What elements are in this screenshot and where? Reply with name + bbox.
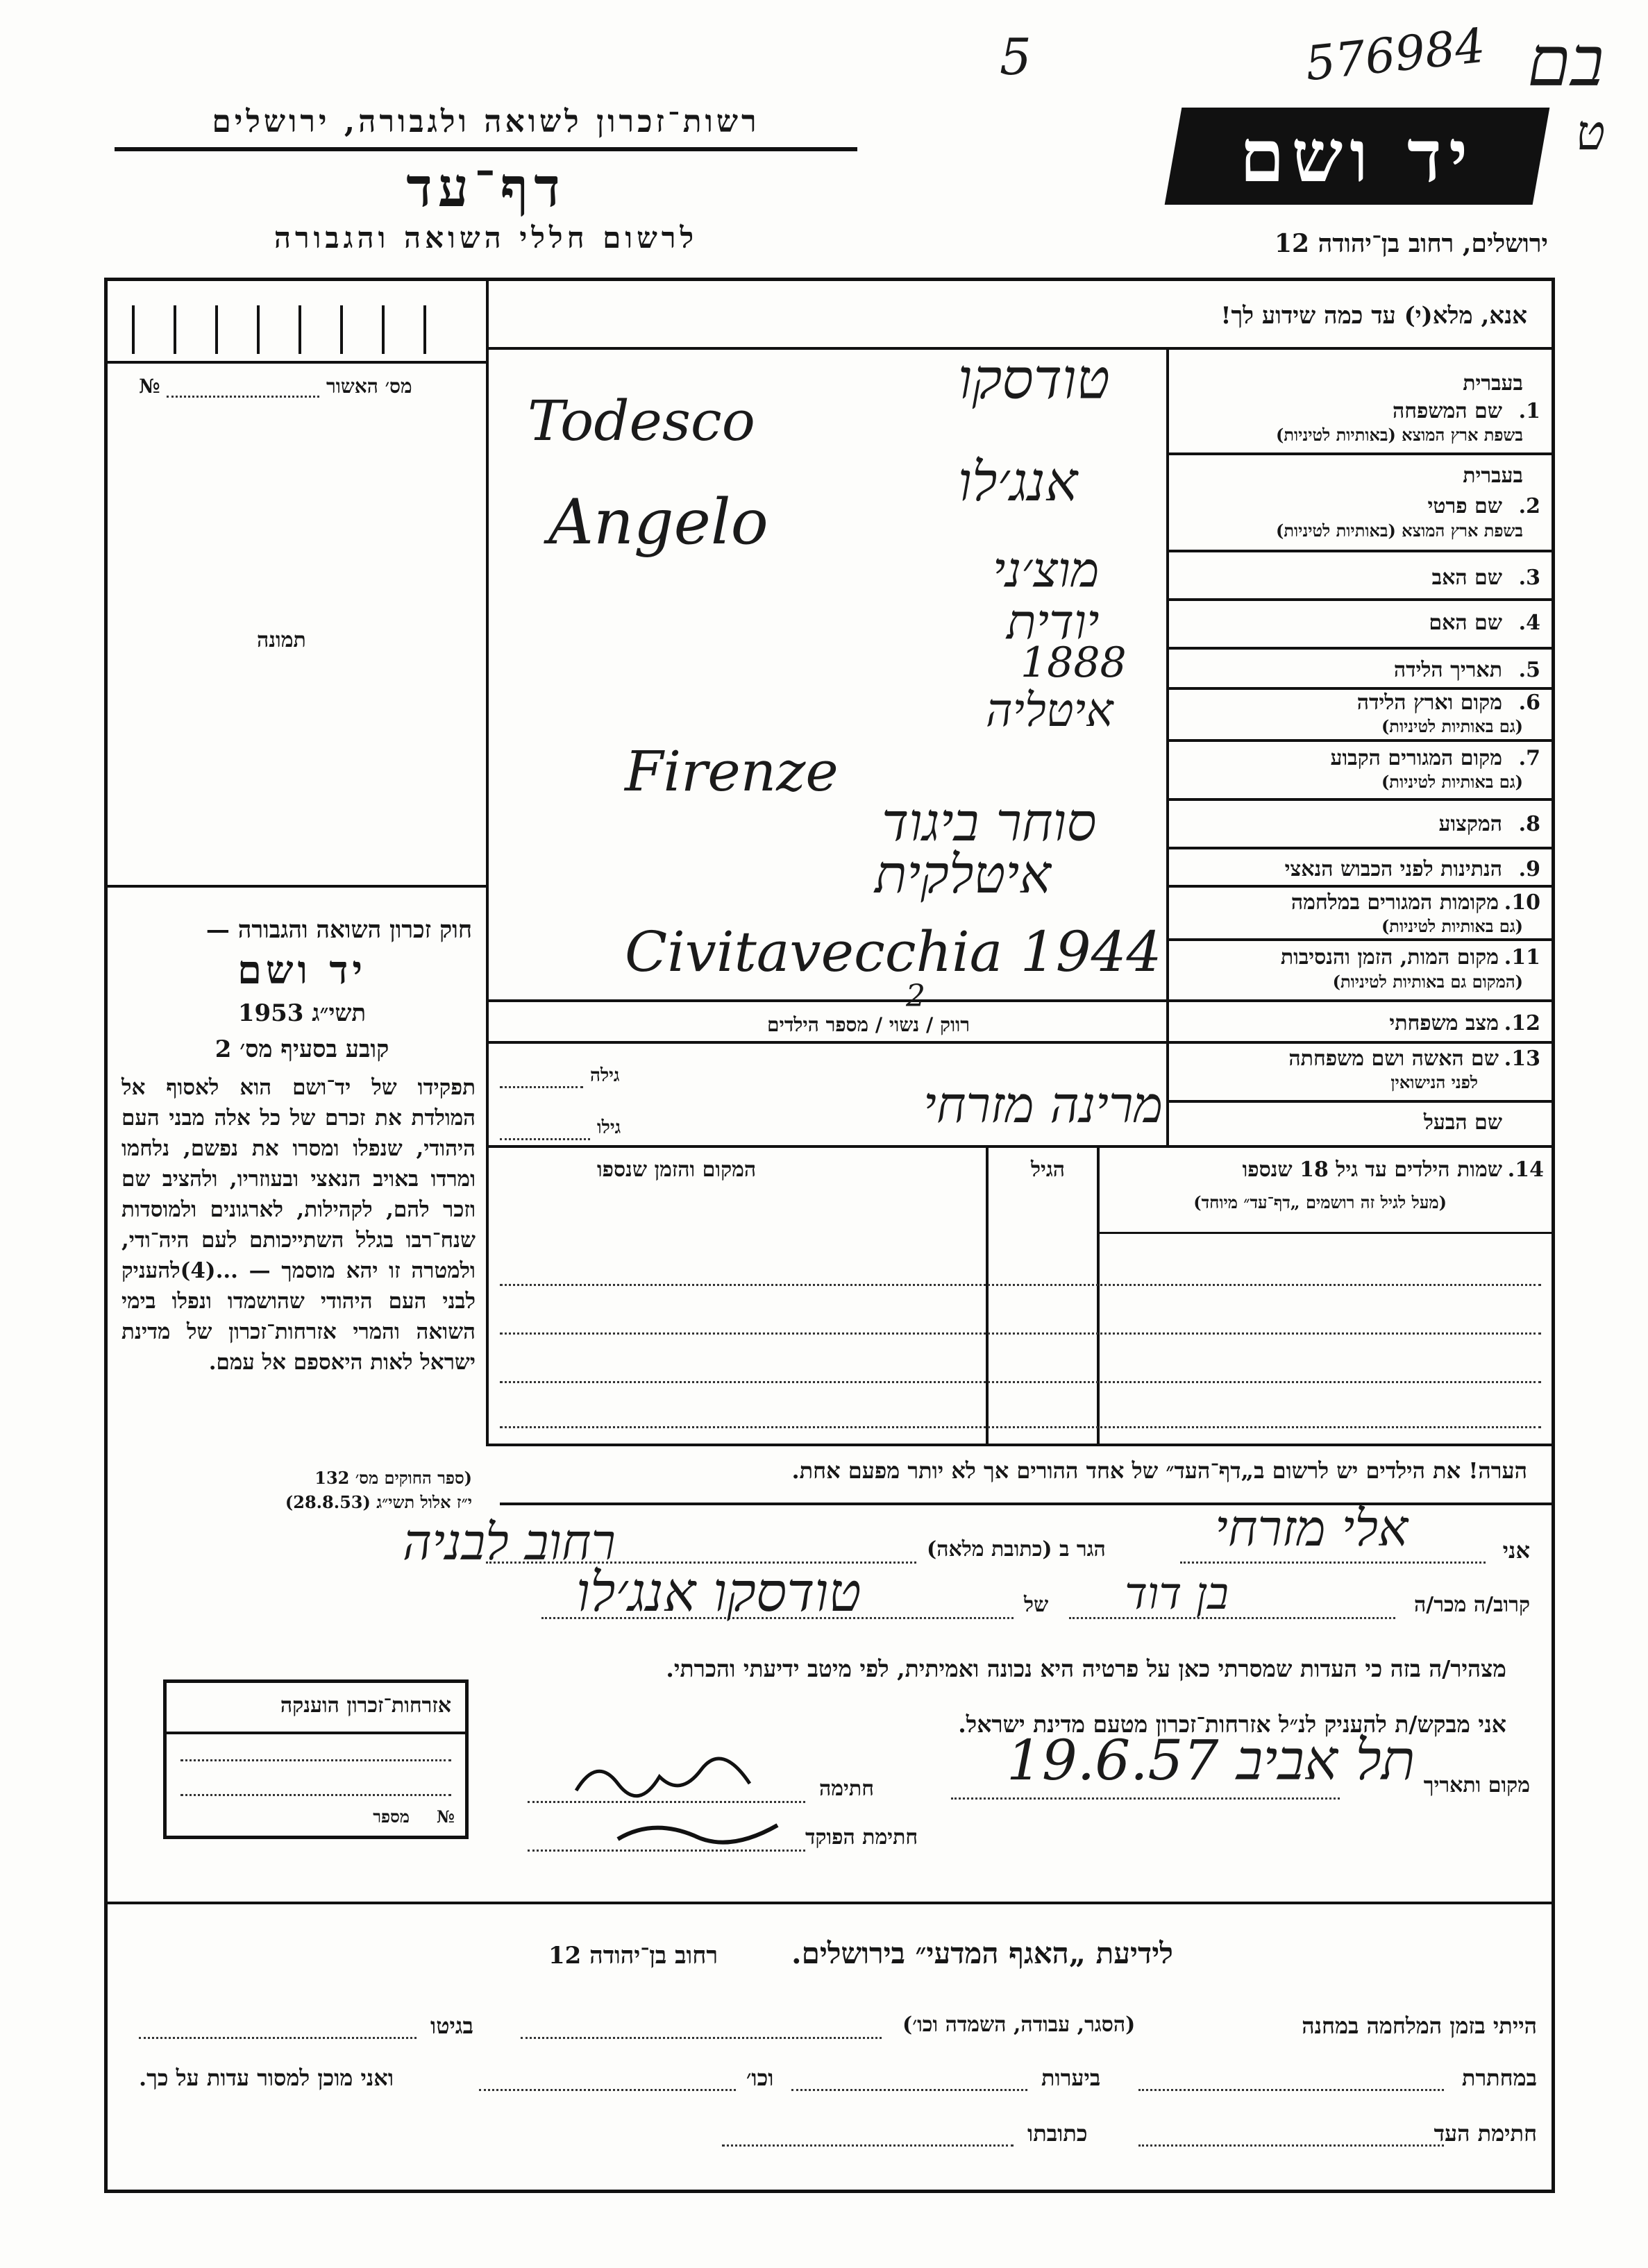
field-rule-13 [1166, 1100, 1555, 1103]
signature-icon [569, 1749, 777, 1811]
children-row-1[interactable] [500, 1284, 1541, 1286]
field-number-14: 14. [1507, 1158, 1544, 1182]
footer-forests-field[interactable] [791, 2089, 1027, 2091]
field-label-father-name: שם האב [1431, 566, 1502, 590]
birth-place-value: איטליה [986, 684, 1113, 737]
citizenship-line-2[interactable] [180, 1794, 451, 1796]
birth-date-value: 1888 [1020, 638, 1127, 687]
officer-label: חתימת הפוקד [805, 1825, 918, 1850]
children-col-divider-2 [986, 1145, 989, 1444]
field-sub-residence: (גם באותיות לטיניות) [1381, 772, 1523, 792]
label-column-divider [1166, 347, 1169, 1145]
field-number-10: 10. [1504, 890, 1540, 915]
field-label-war-residence: מקומות המגורים במלחמה [1290, 890, 1499, 915]
place-time-header: המקום והזמן שנספו [597, 1158, 757, 1182]
wife-age-field[interactable] [500, 1086, 583, 1088]
footer-address-label: כתובתו [1027, 2120, 1088, 2147]
law-year: תשי״ג 1953 [237, 999, 367, 1027]
field-label-mother-name: שם האם [1429, 611, 1502, 635]
field-label-first-name: שם פרטי [1427, 494, 1502, 518]
husband-age-field[interactable] [500, 1138, 590, 1140]
field-number-13: 13. [1504, 1047, 1540, 1071]
form-instruction: אנא, מלא(י) עד כמה שידוע לך! [1220, 302, 1527, 330]
approval-field[interactable] [167, 396, 319, 398]
family-name-latin: Todesco [528, 389, 755, 453]
footer-forests-label: ביערות [1041, 2065, 1101, 2091]
field-number-7: 7. [1518, 746, 1540, 770]
first-name-hebrew: אנג׳לו [958, 451, 1078, 514]
declarant-prefix: אני [1502, 1537, 1530, 1564]
photo-bottom-rule [104, 885, 486, 888]
father-name-value: מוצ׳ני [993, 541, 1100, 598]
law-clause: קובע בסעיף מס׳ 2 [215, 1035, 389, 1063]
approval-label: מס׳ האשור [326, 375, 412, 398]
footer-line1-paren: (הסגר, עבודה, השמדה וכו׳) [902, 2013, 1136, 2037]
field-sub-family-name: בשפת ארץ המוצא (באותיות לטיניות) [1276, 425, 1523, 445]
field-rule-8 [1166, 847, 1555, 849]
field-sub-first-name: בשפת ארץ המוצא (באותיות לטיניות) [1276, 521, 1523, 541]
field-sub-wife-name: לפני הנישואין [1390, 1072, 1478, 1092]
relation-field[interactable] [1069, 1617, 1395, 1619]
field-rule-3 [1166, 598, 1555, 601]
relative-label: קרוב/ה מכר/ה [1414, 1593, 1530, 1617]
form-subtitle: לרשום חללי השואה והגבורה [274, 221, 698, 255]
field-number-1: 1. [1518, 399, 1540, 423]
place-date-label: מקום ותאריך [1423, 1773, 1530, 1797]
relation-value: בן דוד [1125, 1568, 1229, 1620]
citizenship-line-1[interactable] [180, 1759, 451, 1761]
marital-options: רווק / נשוי / מספר הילדים [767, 1013, 970, 1036]
field-label-birth-place: מקום וארץ הלידה [1356, 691, 1502, 715]
field-label-citizenship: הנתינות לפני הכבוש הנאצי [1284, 857, 1502, 881]
footer-etc-label: וכו׳ [746, 2065, 774, 2091]
declarant-name-field[interactable] [1180, 1562, 1486, 1564]
corner-code: בם [1527, 21, 1604, 102]
field-label-profession: המקצוע [1438, 812, 1502, 836]
field-number-3: 3. [1518, 566, 1540, 590]
authority-line: רשות־זכרון לשואה ולגבורה, ירושלים [212, 104, 760, 139]
footer-underground-label: במחתרת [1461, 2065, 1537, 2091]
footer-address: רחוב בן־יהודה 12 [548, 1942, 718, 1970]
field-number-6: 6. [1518, 691, 1540, 715]
mother-name-value: יודית [1007, 593, 1100, 650]
first-name-latin: Angelo [548, 486, 768, 559]
form-note: הערה! את הילדים יש לרשום ב„דף־העד״ של אחד ההורים אך לא יותר מפעם אחת. [791, 1457, 1527, 1484]
field-rule-10 [1166, 938, 1555, 941]
approval-no-mark: № [139, 375, 160, 398]
footer-ghetto-label: בגיטו [430, 2013, 473, 2039]
field-number-11: 11. [1504, 945, 1540, 970]
field-rule-5 [1166, 687, 1555, 690]
field-number-4: 4. [1518, 611, 1540, 635]
husband-age-label: גילו [597, 1117, 621, 1138]
photo-label: תמונה [257, 628, 306, 652]
form-title: דף־עד [406, 156, 566, 219]
left-column-divider [486, 278, 489, 1444]
section-divider-left [104, 1902, 1555, 1904]
field-sub-death: (המקום גם באותיות לטיניות) [1332, 972, 1523, 992]
hebrew-label-1: בעברית [1463, 371, 1523, 396]
field-label-birth-date: תאריך הלידה [1393, 658, 1502, 682]
field-rule-4 [1166, 647, 1555, 650]
of-label: של [1024, 1593, 1049, 1617]
field-label-death: מקום המות, הזמן והנסיבות [1280, 945, 1499, 970]
footer-sign-field[interactable] [1138, 2144, 1444, 2147]
field-rule-9 [1166, 885, 1555, 888]
declaration-text: מצהיר/ה בזה כי העדות שמסרתי כאן על פרטיה היא נכונה ואמיתית, לפי מיטב ידיעתי והכרתי. [666, 1655, 1506, 1682]
citizenship-no-mark: № [436, 1806, 455, 1827]
citizenship-number-label: מספר [373, 1806, 410, 1827]
field-rule-12 [486, 1041, 1555, 1044]
field-rule-7 [1166, 798, 1555, 801]
field-rule-6 [1166, 739, 1555, 742]
officer-signature-icon [611, 1804, 791, 1860]
children-row-3[interactable] [500, 1381, 1541, 1383]
place-date-value: תל אביב 19.6.57 [1007, 1728, 1415, 1793]
approval-ticks [132, 305, 465, 354]
field-label-family-name: שם המשפחה [1392, 399, 1502, 423]
field-rule-1 [1166, 452, 1555, 455]
law-title: חוק זכרון השואה והגבורה — [205, 916, 472, 944]
field-rule-14 [486, 1145, 1555, 1148]
header-rule [115, 147, 857, 151]
field-rule-11 [486, 999, 1555, 1002]
field-label-wife-name: שם האשה ושם משפחתה [1288, 1047, 1499, 1071]
footer-ready-text: ואני מוכן למסור עדות על כך. [139, 2065, 394, 2091]
wife-age-label: גילה [590, 1065, 620, 1086]
footer-underground-field[interactable] [1138, 2089, 1444, 2091]
wife-name-value: מרינה מזרחי [923, 1076, 1163, 1134]
field-label-marital-status: מצב משפחתי [1389, 1011, 1499, 1035]
field-number-9: 9. [1518, 857, 1540, 881]
family-name-hebrew: טודסקו [958, 347, 1110, 412]
place-date-field[interactable] [951, 1797, 1340, 1800]
age-header: הגיל [1031, 1158, 1066, 1182]
field-number-8: 8. [1518, 812, 1540, 836]
logo-text: יד ושם [1239, 113, 1475, 198]
footer-title: לידיעת „האגף המדעי״ בירושלים. [791, 1936, 1173, 1970]
children-header: שמות הילדים עד גיל 18 שנספו [1242, 1158, 1502, 1182]
approval-rule [104, 361, 486, 364]
children-row-4[interactable] [500, 1426, 1541, 1428]
law-reference-2: י״ז אלול תשי״ג (28.8.53) [285, 1492, 472, 1512]
law-name: יד ושם [237, 947, 367, 993]
law-reference-1: (ספר החוקים מס׳ 132 [314, 1468, 472, 1488]
declarant-name: אלי מזרחי [1215, 1499, 1409, 1557]
children-bottom-rule [486, 1444, 1555, 1446]
footer-line1-prefix: הייתי בזמן המלחמה במחנה [1302, 2013, 1537, 2039]
law-body: תפקידו של יד־ושם הוא לאסוף אל המולדת את זכרם של כל אלה מבני העם היהודי, שנפלו ומסרו את נפשם, נלחמו ומרדו באויב הנאצי ובעוזריו, ולהציב שם וזכר להם, לקהילות, לארגונים ולמוסדות שנח־רבו בגלל השתייכותם לעם היה־ודי, ולמטרה זו יהא מוסמך — ...(4)להעניק לבני העם היהודי שהושמדו ונפלו בימי השואה והמרי אזרחות־זכרון של מדינת ישראל לאות היאספם אל עמם. [121, 1075, 476, 1375]
field-number-12: 12. [1504, 1011, 1540, 1035]
footer-ghetto-field[interactable] [139, 2037, 417, 2039]
handwritten-page-number: 5 [1000, 28, 1032, 86]
address-value: רחוב לבניה [403, 1513, 616, 1571]
field-number-2: 2. [1518, 494, 1540, 518]
officer-signature [611, 1804, 791, 1863]
citizenship-value: איטלקית [875, 843, 1051, 905]
field-sub-war-residence: (גם באותיות לטיניות) [1381, 916, 1523, 936]
field-rule-2 [1166, 550, 1555, 552]
footer-sign-label: חתימת העד [1433, 2120, 1537, 2147]
of-value: טודסקו אנג׳לו [576, 1562, 861, 1624]
residence-latin: Firenze [625, 739, 839, 804]
citizenship-title: אזרחות־זכרון הוענקה [280, 1693, 451, 1718]
profession-value: סוחר ביגוד [882, 791, 1097, 853]
field-label-residence: מקום המגורים הקבוע [1330, 746, 1502, 770]
corner-code-secondary: ט [1576, 104, 1606, 161]
request-text: אני מבקש/ת להעניק לנ״ל אזרחות־זכרון מטעם מדינת ישראל. [958, 1711, 1506, 1738]
signature-label: חתימה [819, 1777, 874, 1801]
hebrew-label-2: בעברית [1463, 464, 1523, 488]
citizenship-box [163, 1679, 469, 1839]
field-sub-birth-place: (גם באותיות לטיניות) [1381, 716, 1523, 736]
archive-number: 576984 [1302, 18, 1488, 92]
children-header-rule [1097, 1232, 1555, 1234]
children-col-divider-1 [1097, 1145, 1100, 1444]
field-label-husband-name: שם הבעל [1423, 1110, 1502, 1135]
death-place-latin: Civitavecchia 1944 [625, 920, 1162, 984]
footer-camp-field[interactable] [521, 2037, 882, 2039]
header-address: ירושלים, רחוב בן־יהודה 12 [1274, 229, 1548, 258]
field-number-5: 5. [1518, 658, 1540, 682]
footer-address-field[interactable] [722, 2144, 1014, 2147]
children-count: 2 [906, 979, 925, 1014]
footer-etc-field[interactable] [479, 2089, 736, 2091]
residing-label: הגר ב (כתובת מלאה) [927, 1537, 1106, 1562]
yad-vashem-logo [1165, 108, 1550, 205]
children-row-2[interactable] [500, 1332, 1541, 1335]
children-sub: (מעל לגיל זה רושמים „דף־עד״ מיוחד) [1193, 1192, 1447, 1212]
